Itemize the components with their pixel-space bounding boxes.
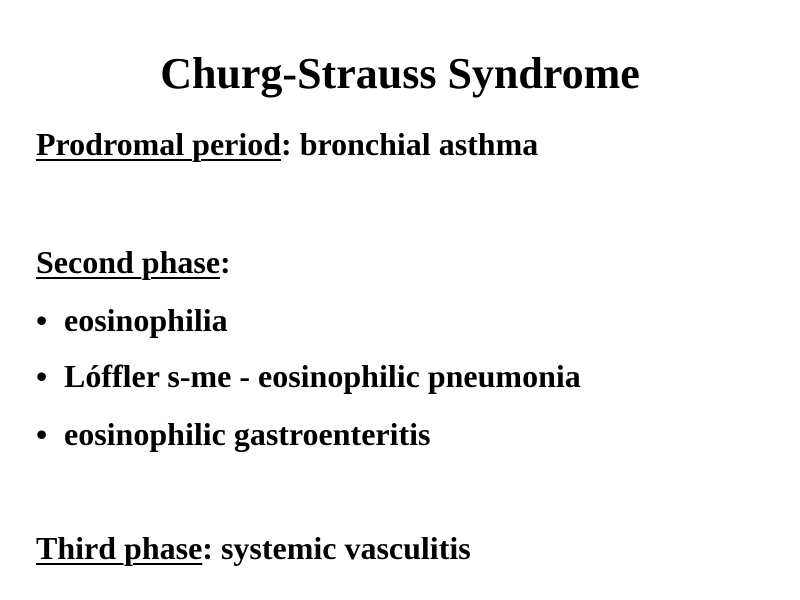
bullet-icon: • — [36, 358, 48, 394]
second-phase-separator: : — [220, 244, 231, 280]
second-phase-heading: Second phase — [36, 244, 221, 280]
bullet-item — [36, 356, 581, 396]
bullet-text: eosinophilia — [64, 302, 228, 338]
prodromal-separator: : — [281, 126, 292, 162]
prodromal-line — [36, 124, 538, 164]
third-phase-separator: : — [202, 530, 213, 566]
slide-title: Churg-Strauss Syndrome — [160, 49, 640, 98]
bullet-icon: • — [36, 302, 48, 338]
bullet-text: eosinophilic gastroenteritis — [64, 416, 431, 452]
bullet-item — [36, 414, 431, 454]
bullet-item — [36, 300, 228, 340]
third-phase-heading: Third phase — [36, 530, 203, 566]
bullet-text: Lóffler s-me - eosinophilic pneumonia — [64, 358, 581, 394]
prodromal-text: bronchial asthma — [291, 126, 539, 162]
third-phase-line — [36, 528, 471, 568]
bullet-icon: • — [36, 416, 48, 452]
prodromal-heading: Prodromal period — [36, 126, 282, 162]
second-phase-line — [36, 242, 231, 282]
third-phase-text: systemic vasculitis — [212, 530, 471, 566]
